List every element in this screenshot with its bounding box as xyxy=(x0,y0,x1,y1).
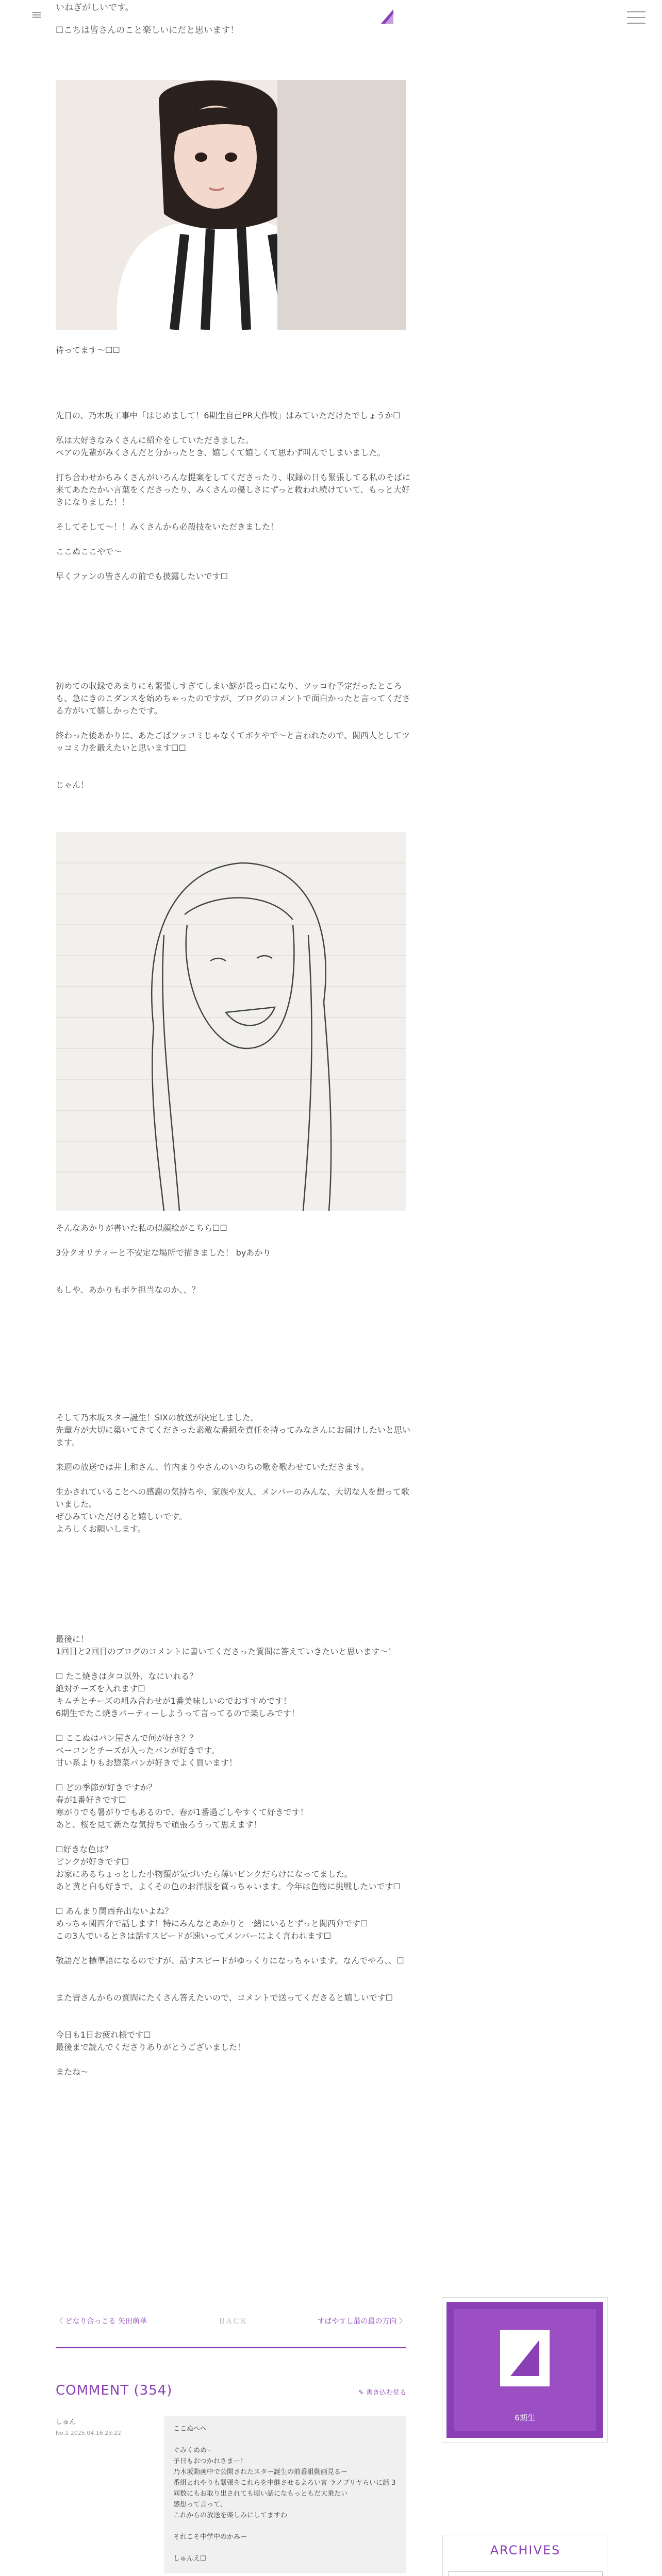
back-link[interactable]: ＢＡＣＫ xyxy=(218,2317,247,2326)
archives-title: ARCHIVES xyxy=(490,2543,561,2557)
paragraph-6: 最後に！ 1回目と2回目のブログのコメントに書いてくださった質問に答えていきたいと思います〜！ ☐ たこ焼きはタコ以外、なにいれる？ 絶対チーズを入れます☐ キムチとチーズの組み合わせが1番美味しいのでおすすめです！ 6期生でたこ焼きパーティーしようって言ってるので楽しみです！ ☐ ここぬはパン屋さんで何が好き？？ ベーコンとチーズが入ったパンが好きです。 甘い系よりもお惣菜パンが好きでよく買います！ ☐ どの季節が好きですか？ 春が1番好きです☐ 寒がりでも暑がりでもあるので、春が1番過ごしやすくて好きです！ あと、桜を見て新たな気持ちで頑張ろうって思えます！ ☐好きな色は？ ピンクが好きです☐ お家にあるちょっとした小物類が気づいたら薄いピンクだらけになってました。 あと黄と白も好きで、よくその色のお洋服を買っちゃいます。今年は色物に挑戦したいです☐ ☐ あんまり関西弁出ないよね？ めっちゃ関西弁で話します！特にみんなとあかりと一緒にいるとずっと関西弁です☐ この3人でいるときは話すスピードが速いってメンバーによく言われます☐ 敬語だと標準語になるのですが、話すスピードがゆっくりになっちゃいます。なんでやろ、、☐ また皆さんからの質問にたくさん答えたいので、コメントで送ってくださると嬉しいです☐ 今日も1日お疲れ様です☐ 最後まで読んでくださりありがとうございました！ またね〜 xyxy=(56,1634,404,2077)
selfie-photo xyxy=(56,80,406,330)
month-select[interactable] xyxy=(448,2571,603,2576)
hamburger-menu-icon[interactable] xyxy=(627,11,646,28)
comment-meta: No.1 2025.04.16 23:22 xyxy=(56,2430,121,2436)
archives-widget xyxy=(442,2535,607,2576)
nogizaka-logo-icon[interactable] xyxy=(378,7,396,26)
post-navigation xyxy=(56,2316,406,2336)
profile-card[interactable] xyxy=(442,2298,607,2442)
nogizaka-logo-icon xyxy=(500,2330,550,2386)
profile-name: 6期生 xyxy=(515,2413,535,2422)
paragraph-5: そして乃木坂スター誕生！SIXの放送が決定しました。 先輩方が大切に築いてきてくださった素敵な番組を責任を持ってみなさんにお届けしたいと思います。 来週の放送では井上和さん、竹内まりやさんのいのちの歌を歌わせていただきます。 生かされていることへの感謝の気持ちや、家族や友人、メンバーのみんな、大切な人を想って歌いました。 ぜひみていただけると嬉しいです。 よろしくお願いします。 xyxy=(56,1413,411,1534)
divider xyxy=(56,2347,406,2348)
comment-author: しゅん xyxy=(56,2418,76,2426)
intro-line-1: いねぎがしいです。 xyxy=(56,3,134,13)
menu-glyph[interactable]: ≡ xyxy=(31,7,42,23)
paragraph-1: 待ってます〜☐☐ xyxy=(56,345,120,355)
next-post-link[interactable]: すばやすし最の最の方向 〉 xyxy=(317,2317,406,2326)
chevron-down-icon xyxy=(593,2572,597,2576)
prev-post-link[interactable]: 〈 どなり合っこる 矢田萌華 xyxy=(56,2317,147,2326)
paragraph-4: そんなあかりが書いた私の似顔絵がこちら☐☐ 3分クオリティーと不安定な場所で描きました！ byあかり もしや、あかりもボケ担当なのか、、？ xyxy=(56,1223,271,1295)
portrait-drawing xyxy=(56,832,406,1211)
comment-header xyxy=(56,2383,406,2398)
comment-item xyxy=(56,2416,406,2576)
paragraph-3: 初めての収録であまりにも緊張しすぎてしまい謎が長っ白になり、ツッコむ予定だったところも、急にきのこダンスを始めちゃったのですが、ブログのコメントで面白かったと言ってくださる方がいて嬉しかったです。 終わった後あかりに、あたごばツッコミじゃなくてボケやで〜と言われたので、関西人としてツッコミ力を鍛えたいと思います☐☐ じゃん！ xyxy=(56,681,410,790)
comment-body: ここぬへへ ぐみくぬぬー 予日もおつかれさまー！ 乃木坂動画中で公開されたスター誕生の前番組動画見るー 番組とれやりも緊張をこれらを中継させるよろい言 ラノブリヤらいに話 3 同数にもお取り出されても頃い話になもっともだ大乗たい 感想って言って、 これからの放送を楽しみにしてますわ それこそ中学中のかみー しゅんえ☐ xyxy=(164,2416,406,2573)
write-comment-link[interactable]: ✎ 書き込む見る xyxy=(358,2389,406,2397)
intro-line-2: ☐こちは皆さんのこと楽しいにだと思います！ xyxy=(56,25,239,36)
paragraph-2: 先日の、乃木坂工事中「はじめまして！6期生自己PR大作戦」はみていただけたでしょうか☐ 私は大好きなみくさんに紹介をしていただきました。 ペアの先輩がみくさんだと分かったとき、嬉しくて嬉しくて思わず叫んでしまいました。 打ち合わせからみくさんがいろんな提案をしてくださったり、収録の日も緊張してる私のそばに来てあたたかい言葉をくださったり、みくさんの優しさにずっと救われ続けていて、もっと大好きになりました！！ そしてそして〜！！みくさんから必殺技をいただきました！ ここぬここやで〜 早くファンの皆さんの前でも披露したいです☐ xyxy=(56,411,411,581)
comment-title: COMMENT (354) xyxy=(56,2383,173,2398)
profile-card-inner xyxy=(454,2309,596,2431)
